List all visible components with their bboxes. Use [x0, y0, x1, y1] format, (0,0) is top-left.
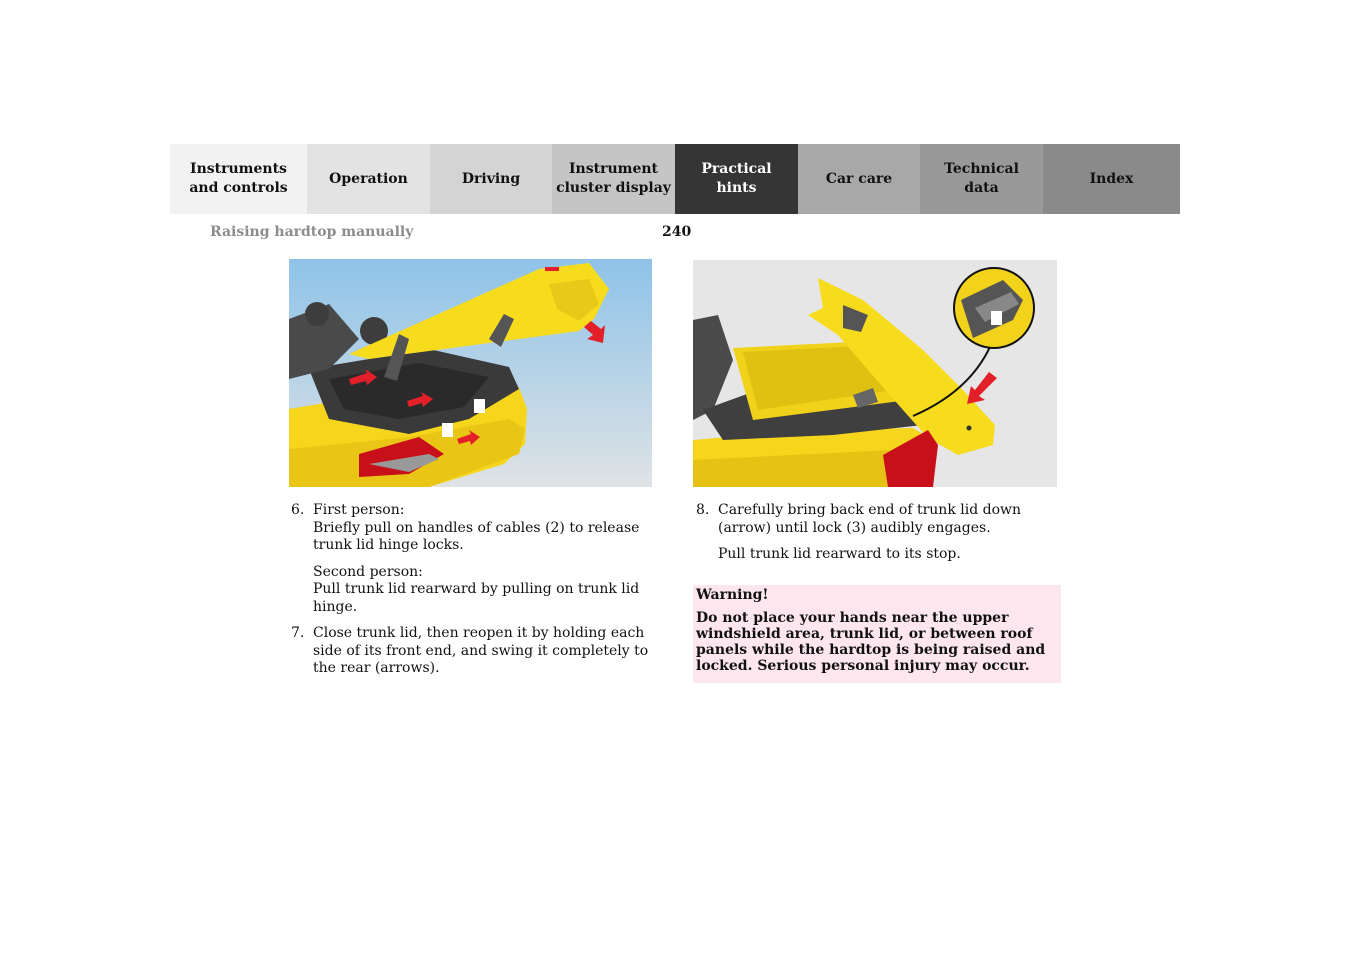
tab-practical-hints[interactable] — [675, 144, 798, 214]
step-paragraph: Pull trunk lid rearward to its stop. — [718, 546, 961, 562]
step-paragraph: First person: Briefly pull on handles of cables (2) to release trunk lid hinge locks. — [313, 502, 640, 553]
step-paragraph: Carefully bring back end of trunk lid down (arrow) until lock (3) audibly engages. — [718, 502, 1022, 536]
tab-label: Car care — [825, 170, 893, 187]
tab-label: Driving — [461, 170, 521, 187]
step-6 — [291, 502, 661, 616]
tab-driving[interactable] — [430, 144, 552, 214]
step-number: 6. — [291, 502, 305, 518]
tab-label: Operation — [329, 170, 408, 187]
section-title: Raising hardtop manually — [210, 224, 414, 240]
tab-instruments-and-controls[interactable] — [170, 144, 307, 214]
warning-text: Do not place your hands near the upper windshield area, trunk lid, or between roof panels while the hardtop is being raised and locked. Serious personal injury may occur. — [696, 610, 1046, 674]
step-7 — [291, 625, 661, 678]
tab-car-care[interactable] — [798, 144, 920, 214]
tab-index[interactable] — [1043, 144, 1180, 214]
tab-label: Instruments and controls — [189, 161, 288, 196]
tab-technical-data[interactable] — [920, 144, 1043, 214]
left-instructions — [291, 502, 661, 687]
main-nav — [170, 144, 1180, 214]
trunk-release-illustration — [289, 259, 652, 487]
tab-operation[interactable] — [307, 144, 430, 214]
warning-title: Warning! — [696, 587, 769, 603]
tab-instrument-cluster-display[interactable] — [552, 144, 675, 214]
tab-label: Index — [1089, 170, 1134, 187]
page-number: 240 — [662, 224, 692, 240]
step-number: 8. — [696, 502, 710, 518]
step-paragraph: Second person: Pull trunk lid rearward by pulling on trunk lid hinge. — [313, 563, 640, 615]
step-8 — [696, 502, 1061, 564]
step-paragraph: Close trunk lid, then reopen it by holding each side of its front end, and swing it completely to the rear (arrows). — [313, 625, 649, 676]
right-instructions — [696, 502, 1061, 573]
step-number: 7. — [291, 625, 305, 641]
tab-label: Technical data — [944, 161, 1019, 196]
tab-label: Instrument cluster display — [556, 161, 671, 196]
tab-label: Practical hints — [701, 161, 772, 196]
warning-box — [693, 585, 1061, 683]
trunk-lock-illustration — [693, 260, 1057, 487]
